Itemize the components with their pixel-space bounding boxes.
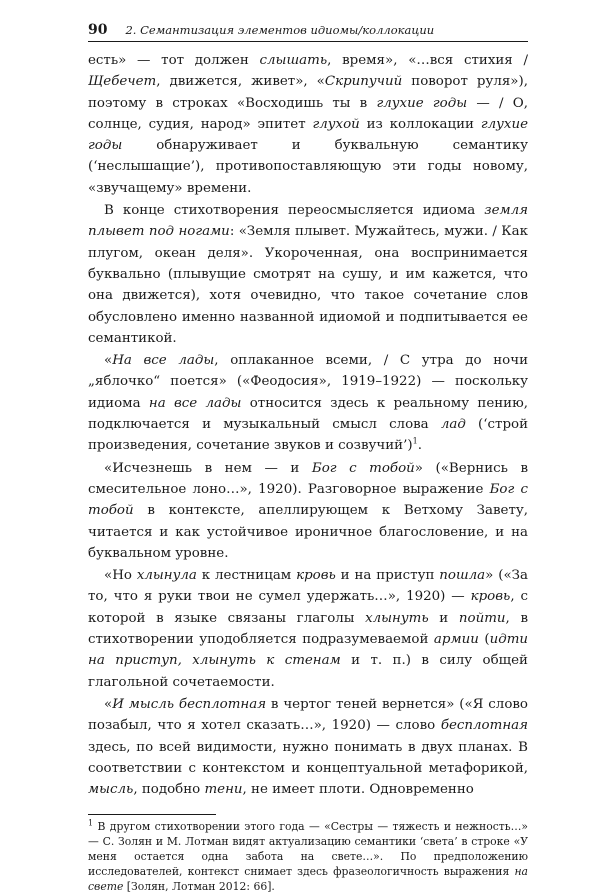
paragraph-1: есть» — тот должен слышать, время», «…вся стихия / Щебечет, движется, живет», «Скрипучий поворот руля»), поэтому в строках «Восходишь ты в глухие годы — / О, солнце, судия, народ» эпитет глухой из коллокации глухие годы обнаруживает и буквальную семантику (‘неслышащие’), противопоставляющую эти годы новому, «звучащему» времени.	[88, 53, 529, 196]
paragraph-6: «И мысль бесплотная в чертог теней вернется» («Я слово позабыл, что я хотел сказать…», 1920) — слово бесплотная здесь, по всей видимости, нужно понимать в двух планах. В соответствии с контекстом и концептуальной метафорикой, мысль, подобно тени, не имеет плоти. Одновременно	[88, 696, 528, 798]
paragraph-5: «Но хлынула к лестницам кровь и на приступ пошла» («За то, что я руки твои не сумел удержать…», 1920) — кровь, с которой в языке связаны глаголы хлынуть и пойти, в стихотворении уподобляется подразумеваемой армии (идти на приступ, хлынуть к стенам и т. п.) в силу общей глагольной сочетаемости.	[88, 568, 529, 690]
paragraph-2: В конце стихотворения переосмысляется идиома земля плывет под ногами: «Земля плывет. Мужайтесь, мужи. / Как плугом, океан деля». Укороченная, она воспринимается буквально (плывущие смотрят на сушу, и им кажется, что она движется), хотя очевидно, что такое сочетание слов обусловлено именно названной идиомой и подпитывается ее семантикой.	[88, 203, 528, 346]
paragraph-3: «На все лады, оплаканное всеми, / С утра до ночи „яблочко“ поется» («Феодосия», 1919–1922) — поскольку идиома на все лады относится здесь к реальному пению, подключается и музыкальный смысл слова лад (‘строй произведения, сочетание звуков и созвучий’)$^1$.	[88, 353, 529, 454]
main-text	[88, 50, 528, 800]
footnote-number: 1	[88, 818, 94, 828]
footnote-divider	[88, 814, 216, 815]
footnote: $^1$ В другом стихотворении этого года — «Сестры — тяжесть и нежность…» — С. Золян и М. Лотман видят актуализацию семантики ‘света’ в строке «У меня остается одна забота на свете…». По предположению исследователей, контекст снимает здесь фразеологичность выражения на свете [Золян, Лотман 2012: 66].	[88, 818, 528, 894]
paragraph-4: «Исчезнешь в нем — и Бог с тобой» («Вернись в смесительное лоно…», 1920). Разговорное выражение Бог с тобой в контексте, апеллирующем к Ветхому Завету, читается и как устойчивое ироничное благословение, и на буквальном уровне.	[88, 460, 528, 561]
running-header	[88, 22, 528, 42]
footnote-marker[interactable]: 1	[412, 436, 418, 446]
book-page	[88, 22, 528, 894]
page-number: 90	[88, 22, 108, 38]
running-title: 2. Семантизация элементов идиомы/коллокации	[125, 23, 435, 37]
